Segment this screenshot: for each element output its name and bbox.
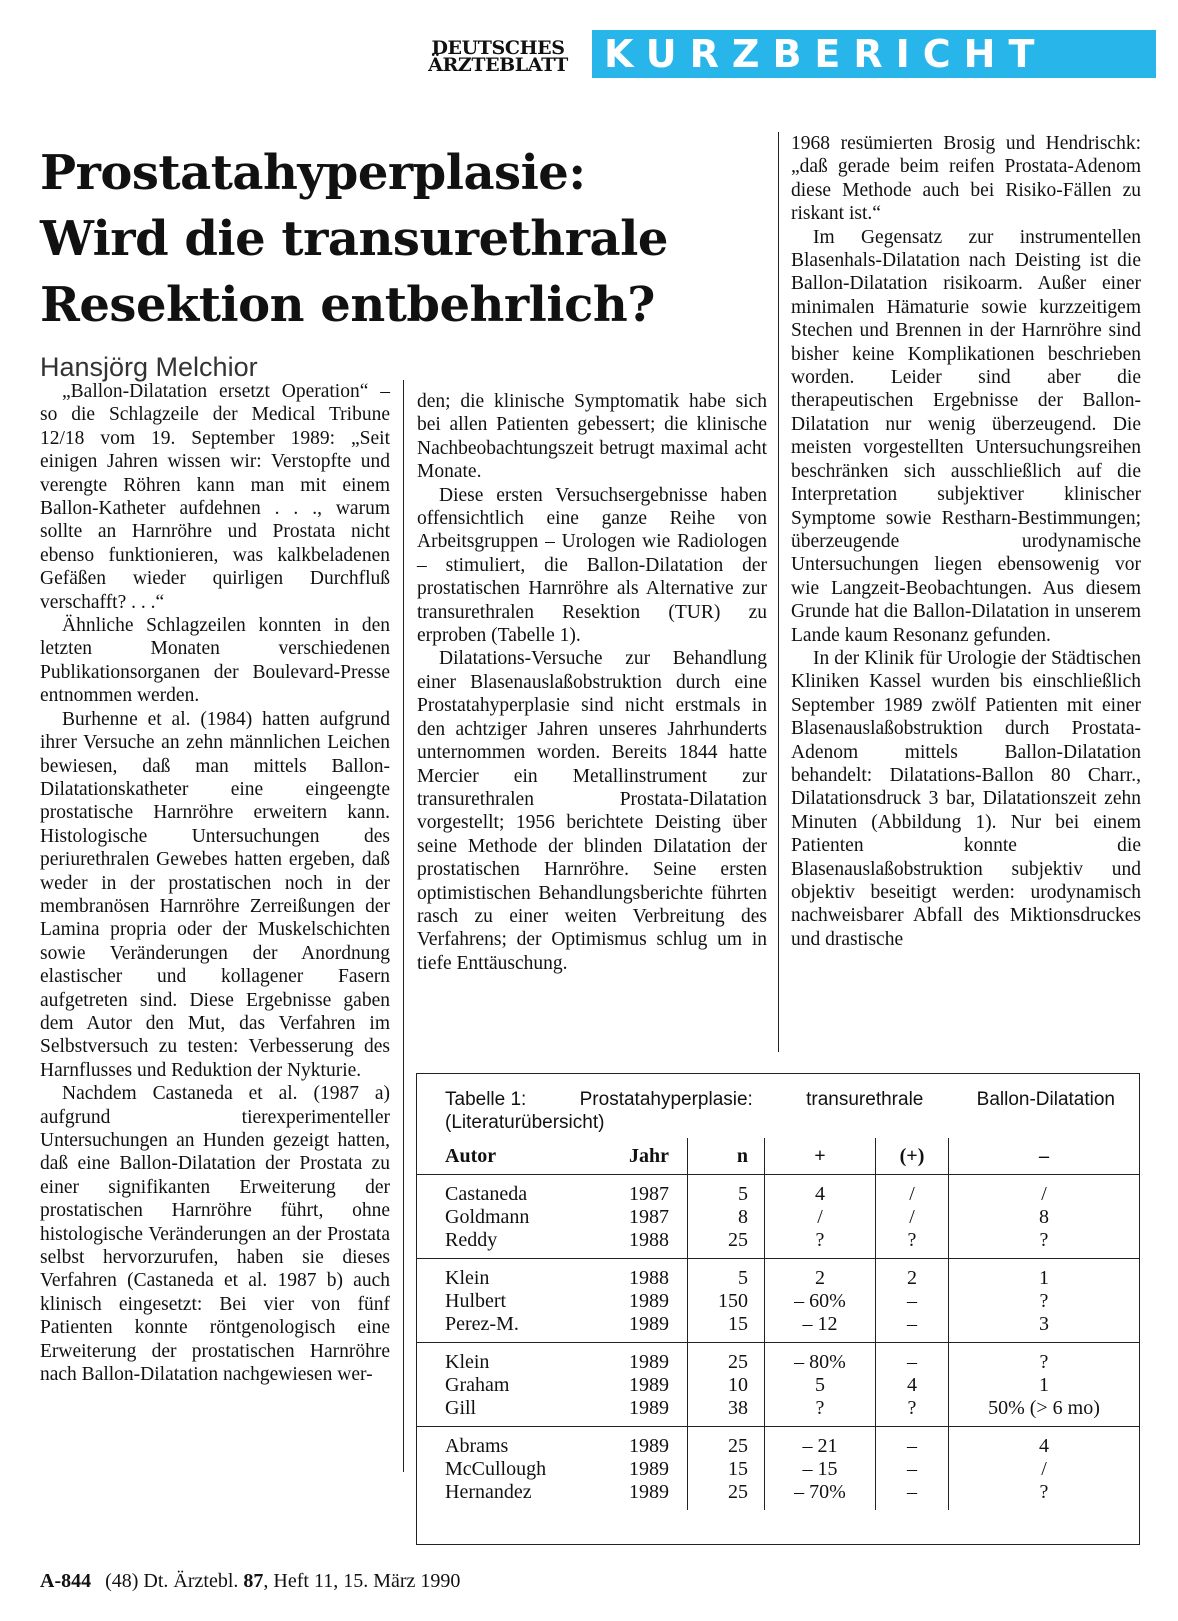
masthead bbox=[412, 30, 1156, 78]
page-number: A-844 bbox=[40, 1570, 92, 1592]
table-row bbox=[417, 1313, 1139, 1343]
cell-autor: McCullough bbox=[445, 1458, 547, 1480]
header-n: n bbox=[688, 1138, 765, 1175]
table-row bbox=[417, 1206, 1139, 1229]
cell-jahr: 1989 bbox=[629, 1435, 669, 1457]
table-row bbox=[417, 1259, 1139, 1291]
body-column-3 bbox=[791, 132, 1141, 951]
caption-word: Ballon-Dilatation bbox=[976, 1089, 1115, 1110]
cell-n: 25 bbox=[688, 1481, 765, 1510]
article-title bbox=[40, 140, 740, 338]
cell-partial: / bbox=[876, 1175, 949, 1207]
cell-autor: Hernandez bbox=[445, 1481, 532, 1503]
cell-autor: Gill bbox=[445, 1397, 477, 1419]
cell-partial: / bbox=[876, 1206, 949, 1229]
paragraph: 1968 resümierten Brosig und Hendrischk: „daß gerade beim reifen Prostata-Adenom diese Methode auch bei Risiko-Fällen zu riskant ist.“ bbox=[791, 133, 1141, 225]
literature-table bbox=[416, 1073, 1140, 1545]
caption-line-2: (Literaturübersicht) bbox=[445, 1112, 605, 1133]
cell-plus: – 12 bbox=[765, 1313, 876, 1343]
cell-partial: ? bbox=[876, 1229, 949, 1259]
cell-plus: – 80% bbox=[765, 1343, 876, 1375]
header-minus: – bbox=[949, 1138, 1140, 1175]
page-footer bbox=[40, 1570, 460, 1593]
header-partial: (+) bbox=[876, 1138, 949, 1175]
table-row bbox=[417, 1481, 1139, 1510]
body-column-1 bbox=[40, 380, 390, 1386]
title-line-2: Wird die transurethrale bbox=[40, 211, 668, 267]
paragraph: In der Klinik für Urologie der Städtischen Kliniken Kassel wurden bis einschließlich September 1989 zwölf Patienten mit einer Blasenauslaßobstruktion durch Prostata-Adenom mittels Ballon-Dilatation behandelt: Dilatations-Ballon 80 Charr., Dilatationsdruck 3 bar, Dilatationszeit zehn Minuten (Abbildung 1). Nur bei einem Patienten konnte die Blasenauslaßobstruktion subjektiv und objektiv beseitigt werden: urodynamisch nachweisbarer Abfall des Miktionsdruckes und drastische bbox=[791, 647, 1141, 950]
cell-n: 15 bbox=[688, 1458, 765, 1481]
cell-plus: ? bbox=[765, 1229, 876, 1259]
table-header-row bbox=[417, 1138, 1139, 1175]
cell-partial: – bbox=[876, 1290, 949, 1313]
section-banner: KURZBERICHT bbox=[592, 30, 1156, 78]
cell-n: 25 bbox=[688, 1229, 765, 1259]
table-group bbox=[417, 1259, 1139, 1343]
cell-plus: – 60% bbox=[765, 1290, 876, 1313]
cell-jahr: 1988 bbox=[629, 1267, 669, 1289]
cell-plus: 5 bbox=[765, 1374, 876, 1397]
cell-plus: / bbox=[765, 1206, 876, 1229]
cell-n: 25 bbox=[688, 1343, 765, 1375]
cell-partial: – bbox=[876, 1481, 949, 1510]
cell-autor: Goldmann bbox=[445, 1206, 530, 1228]
cell-minus: 3 bbox=[949, 1313, 1140, 1343]
table-row bbox=[417, 1290, 1139, 1313]
cell-minus: ? bbox=[949, 1481, 1140, 1510]
cell-jahr: 1989 bbox=[629, 1351, 669, 1373]
table-row bbox=[417, 1374, 1139, 1397]
cell-jahr: 1989 bbox=[629, 1374, 669, 1396]
cell-jahr: 1989 bbox=[629, 1313, 669, 1335]
cell-plus: ? bbox=[765, 1397, 876, 1427]
cell-n: 5 bbox=[688, 1175, 765, 1207]
cell-jahr: 1988 bbox=[629, 1229, 669, 1251]
cell-jahr: 1987 bbox=[629, 1206, 669, 1228]
citation-issue: , Heft 11, 15. März 1990 bbox=[263, 1570, 461, 1592]
cell-minus: / bbox=[949, 1458, 1140, 1481]
cell-autor: Abrams bbox=[445, 1435, 509, 1457]
paragraph: Ähnliche Schlagzeilen konnten in den letzten Monaten verschiedenen Publikationsorganen der Boulevard-Presse entnommen werden. bbox=[40, 615, 390, 707]
cell-plus: 2 bbox=[765, 1259, 876, 1291]
journal-name bbox=[412, 37, 584, 76]
cell-minus: ? bbox=[949, 1343, 1140, 1375]
cell-n: 10 bbox=[688, 1374, 765, 1397]
citation-volume: 87 bbox=[243, 1570, 264, 1592]
caption-label: Tabelle 1: bbox=[445, 1089, 527, 1110]
cell-n: 150 bbox=[688, 1290, 765, 1313]
cell-minus: 8 bbox=[949, 1206, 1140, 1229]
cell-minus: 1 bbox=[949, 1259, 1140, 1291]
caption-word: transurethrale bbox=[806, 1089, 924, 1110]
cell-partial: 4 bbox=[876, 1374, 949, 1397]
cell-autor: Hulbert bbox=[445, 1290, 507, 1312]
cell-autor: Perez-M. bbox=[445, 1313, 519, 1335]
cell-plus: – 70% bbox=[765, 1481, 876, 1510]
paragraph: Diese ersten Versuchsergebnisse haben offensichtlich eine ganze Reihe von Arbeitsgruppen – Urologen wie Radiologen – stimuliert, die Ballon-Dilatation der prostatischen Harnröhre als Alternative zur transurethralen Resektion (TUR) zu erproben (Tabelle 1). bbox=[417, 484, 767, 647]
cell-partial: ? bbox=[876, 1397, 949, 1427]
journal-name-line2: ÄRZTEBLATT bbox=[428, 54, 568, 76]
citation-text: (48) Dt. Ärztebl. bbox=[105, 1570, 239, 1592]
table-row bbox=[417, 1427, 1139, 1459]
cell-partial: – bbox=[876, 1313, 949, 1343]
table-row bbox=[417, 1458, 1139, 1481]
cell-minus: 4 bbox=[949, 1427, 1140, 1459]
column-rule bbox=[403, 380, 404, 1472]
caption-word: Prostatahyperplasie: bbox=[579, 1089, 753, 1110]
title-line-3: Resektion entbehrlich? bbox=[40, 277, 655, 333]
paragraph: Nachdem Castaneda et al. (1987 a) aufgrund tierexperimenteller Untersuchungen an Hunden gezeigt hatten, daß eine Ballon-Dilatation der Prostata zu einer signifikanten Erweiterung der prostatischen Harnröhre führt, ohne histologische Veränderungen an der Prostata selbst hervorzurufen, haben sie dieses Verfahren (Castaneda et al. 1987 b) auch klinisch eingesetzt: Bei vier von fünf Patienten konnte röntgenologisch eine Erweiterung der prostatischen Harnröhre nach Ballon-Dilatation nachgewiesen wer- bbox=[40, 1083, 390, 1386]
cell-minus: / bbox=[949, 1175, 1140, 1207]
cell-minus: 50% (> 6 mo) bbox=[949, 1397, 1140, 1427]
paragraph: „Ballon-Dilatation ersetzt Operation“ – so die Schlagzeile der Medical Tribune 12/18 vom 19. September 1989: „Seit einigen Jahren wissen wir: Verstopfte und verengte Röhren kann man mit einem Ballon-Katheter aufdehnen . . ., warum sollte an Harnröhre und Prostata nicht ebenso funktionieren, was kalkbeladenen Gefäßen wieder quirligen Durchfluß verschafft? . . .“ bbox=[40, 381, 390, 613]
column-rule bbox=[778, 132, 779, 1052]
cell-n: 15 bbox=[688, 1313, 765, 1343]
cell-autor: Klein bbox=[445, 1267, 490, 1289]
cell-plus: – 15 bbox=[765, 1458, 876, 1481]
table-group bbox=[417, 1427, 1139, 1511]
table-row bbox=[417, 1229, 1139, 1259]
cell-autor: Graham bbox=[445, 1374, 510, 1396]
article-author: Hansjörg Melchior bbox=[40, 352, 258, 382]
body-column-2 bbox=[417, 390, 767, 975]
cell-jahr: 1989 bbox=[629, 1481, 669, 1503]
paragraph: Burhenne et al. (1984) hatten aufgrund ihrer Versuche an zehn männlichen Leichen bewiesen, daß man mittels Ballon-Dilatationskatheter eine eingeengte prostatische Harnröhre erweitern kann. Histologische Untersuchungen des periurethralen Gewebes hatten ergeben, daß weder in der prostatischen noch in der membranösen Harnröhre Zerreißungen der Lamina propria oder der Muskelschichten sowie Veränderungen der Anordnung elastischer und kollagener Fasern aufgetreten sind. Diese Ergebnisse gaben dem Autor den Mut, das Verfahren im Selbstversuch zu testen: Verbesserung des Harnflusses und Reduktion der Nykturie. bbox=[40, 708, 390, 1081]
cell-autor: Castaneda bbox=[445, 1183, 528, 1205]
cell-jahr: 1989 bbox=[629, 1397, 669, 1419]
cell-minus: ? bbox=[949, 1229, 1140, 1259]
journal-name-line1: DEUTSCHES bbox=[431, 37, 565, 59]
cell-n: 8 bbox=[688, 1206, 765, 1229]
cell-autor: Klein bbox=[445, 1351, 490, 1373]
paragraph: Dilatations-Versuche zur Behandlung einer Blasenauslaßobstruktion durch eine Prostatahyperplasie sind nicht erstmals in den achtziger Jahren unseres Jahrhunderts unternommen worden. Bereits 1844 hatte Mercier ein Metallinstrument zur transurethralen Prostata-Dilatation vorgestellt; 1956 berichtete Deisting über seine Methode der blinden Dilatation der prostatischen Harnröhre. Seine ersten optimistischen Behandlungsberichte führten rasch zu einer weiten Verbreitung des Verfahrens; der Optimismus schlug um in tiefe Enttäuschung. bbox=[417, 648, 767, 974]
table-group bbox=[417, 1175, 1139, 1259]
cell-minus: ? bbox=[949, 1290, 1140, 1313]
table-row bbox=[417, 1343, 1139, 1375]
table-caption bbox=[445, 1088, 1115, 1134]
cell-partial: 2 bbox=[876, 1259, 949, 1291]
cell-minus: 1 bbox=[949, 1374, 1140, 1397]
table-row bbox=[417, 1397, 1139, 1427]
cell-partial: – bbox=[876, 1427, 949, 1459]
header-autor: Autor bbox=[445, 1144, 497, 1167]
cell-autor: Reddy bbox=[445, 1229, 498, 1251]
cell-jahr: 1989 bbox=[629, 1290, 669, 1312]
title-line-1: Prostatahyperplasie: bbox=[40, 145, 586, 201]
cell-jahr: 1989 bbox=[629, 1458, 669, 1480]
table-group bbox=[417, 1343, 1139, 1427]
header-jahr: Jahr bbox=[629, 1144, 669, 1167]
cell-partial: – bbox=[876, 1343, 949, 1375]
cell-n: 5 bbox=[688, 1259, 765, 1291]
data-table bbox=[417, 1138, 1139, 1510]
header-plus: + bbox=[765, 1138, 876, 1175]
paragraph: den; die klinische Symptomatik habe sich bei allen Patienten gebessert; die klinische Nachbeobachtungszeit betrugt maximal acht Monate. bbox=[417, 391, 767, 483]
table-row bbox=[417, 1175, 1139, 1207]
cell-n: 25 bbox=[688, 1427, 765, 1459]
cell-n: 38 bbox=[688, 1397, 765, 1427]
cell-jahr: 1987 bbox=[629, 1183, 669, 1205]
cell-plus: 4 bbox=[765, 1175, 876, 1207]
paragraph: Im Gegensatz zur instrumentellen Blasenhals-Dilatation nach Deisting ist die Ballon-Dilatation risikoarm. Außer einer minimalen Hämaturie sowie kurzzeitigem Stechen und Brennen in der Harnröhre sind bisher keine Komplikationen beschrieben worden. Leider sind aber die therapeutischen Ergebnisse der Ballon-Dilatation nur wenig überzeugend. Die meisten vorgestellten Untersuchungsreihen beschränken sich ausschließlich auf die Interpretation subjektiver klinischer Symptome sowie Restharn-Bestimmungen; überzeugende urodynamische Untersuchungen liegen ebensowenig vor wie Langzeit-Beobachtungen. Aus diesem Grunde hat die Ballon-Dilatation in unserem Lande kaum Resonanz gefunden. bbox=[791, 226, 1141, 646]
cell-partial: – bbox=[876, 1458, 949, 1481]
cell-plus: – 21 bbox=[765, 1427, 876, 1459]
